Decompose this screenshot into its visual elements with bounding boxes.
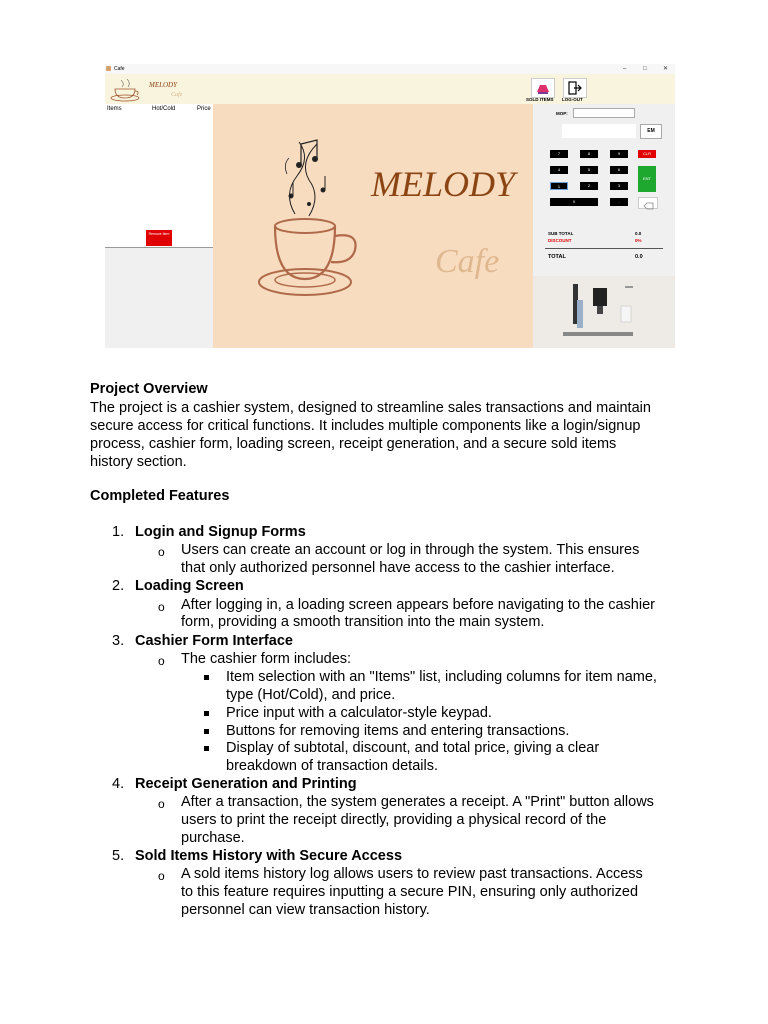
price-input[interactable] — [562, 124, 636, 138]
feature-4-line-1: After a transaction, the system generates a receipt. A "Print" button allows — [181, 794, 654, 810]
sub-marker: o — [158, 797, 165, 811]
feature-1-title: Login and Signup Forms — [135, 524, 306, 540]
total-value: 0.0 — [635, 254, 643, 260]
bullet-square — [204, 711, 209, 716]
window-titlebar — [105, 64, 675, 74]
feature-2-line-2: form, providing a smooth transition into the main system. — [181, 614, 545, 630]
bullet-square — [204, 675, 209, 680]
feature-3-bullet-1-line-2: type (Hot/Cold), and price. — [226, 687, 396, 703]
feature-4-number: 4. — [112, 776, 125, 792]
key-5[interactable]: 5 — [580, 166, 598, 174]
feature-3-bullet-1-line-1: Item selection with an "Items" list, including columns for item name, — [226, 669, 657, 685]
mop-label: MOP: — [556, 111, 568, 116]
feature-4-line-3: purchase. — [181, 830, 245, 846]
sub-marker: o — [158, 654, 165, 668]
clear-button[interactable]: CLR — [638, 150, 656, 158]
sub-marker: o — [158, 545, 165, 559]
cafe-logo-large — [213, 104, 533, 348]
key-3[interactable]: 3 — [610, 182, 628, 190]
features-heading: Completed Features — [90, 488, 230, 504]
subtotal-value: 0.0 — [635, 231, 642, 236]
overview-line-1: The project is a cashier system, designed to streamline sales transactions and maintain — [90, 400, 651, 416]
window-title: Cafe — [114, 66, 125, 72]
payment-panel — [533, 104, 675, 276]
bullet-square — [204, 746, 209, 751]
feature-3-bullet-4-line-1: Display of subtotal, discount, and total price, giving a clear — [226, 740, 600, 756]
key-4[interactable]: 4 — [550, 166, 568, 174]
minimize-button[interactable]: – — [623, 66, 627, 72]
coffee-machine-image — [533, 276, 675, 348]
sub-marker: o — [158, 869, 165, 883]
feature-3-line-1: The cashier form includes: — [181, 651, 352, 667]
key-2[interactable]: 2 — [580, 182, 598, 190]
overview-heading: Project Overview — [90, 381, 208, 397]
maximize-button[interactable]: □ — [643, 66, 647, 72]
discount-value: 0% — [635, 238, 642, 243]
sold-items-icon — [532, 79, 554, 97]
overview-line-2: secure access for critical functions. It includes multiple components like a login/signup — [90, 418, 641, 434]
key-0[interactable]: 0 — [550, 198, 598, 206]
key-1[interactable]: 1 — [550, 182, 568, 190]
sold-items-button[interactable] — [531, 78, 555, 98]
logo-title-large: MELODY — [371, 164, 516, 204]
feature-5-line-2: to this feature requires inputting a secure PIN, ensuring only authorized — [181, 884, 639, 900]
col-hot-cold: Hot/Cold — [152, 106, 176, 112]
feature-1-number: 1. — [112, 524, 125, 540]
items-panel — [105, 104, 213, 348]
backspace-icon — [639, 201, 657, 211]
feature-5-line-3: personnel can view transaction history. — [181, 902, 430, 918]
remove-item-button[interactable]: Remove Item — [146, 230, 172, 246]
feature-4-title: Receipt Generation and Printing — [135, 776, 357, 792]
key-9[interactable]: 9 — [610, 150, 628, 158]
key-dot[interactable]: . — [610, 198, 628, 206]
logo-title-small: MELODY — [149, 81, 178, 89]
feature-3-number: 3. — [112, 633, 125, 649]
overview-line-3: process, cashier form, loading screen, receipt generation, and a secure sold items — [90, 436, 617, 452]
overview-line-4: history section. — [90, 454, 187, 470]
feature-3-title: Cashier Form Interface — [135, 633, 293, 649]
key-8[interactable]: 8 — [580, 150, 598, 158]
backspace-button[interactable] — [638, 197, 658, 209]
feature-2-line-1: After logging in, a loading screen appears before navigating to the cashier — [181, 597, 655, 613]
feature-5-line-1: A sold items history log allows users to review past transactions. Access — [181, 866, 643, 882]
total-label: TOTAL — [548, 254, 566, 260]
cafe-logo — [107, 76, 197, 104]
close-button[interactable]: ✕ — [663, 66, 669, 72]
feature-3-bullet-3: Buttons for removing items and entering transactions. — [226, 723, 570, 739]
subtotal-label: SUB TOTAL — [548, 231, 574, 236]
em-button[interactable]: EM — [640, 124, 662, 139]
sold-items-label: SOLD ITEMS — [526, 97, 554, 102]
discount-label: DISCOUNT — [548, 238, 572, 243]
totals-divider — [545, 248, 663, 249]
feature-2-title: Loading Screen — [135, 578, 244, 594]
feature-5-title: Sold Items History with Secure Access — [135, 848, 403, 864]
items-list[interactable] — [105, 104, 213, 248]
feature-2-number: 2. — [112, 578, 125, 594]
feature-3-bullet-2: Price input with a calculator-style keypad. — [226, 705, 492, 721]
splash-logo-area — [213, 104, 533, 348]
sub-marker: o — [158, 600, 165, 614]
coffee-machine-illustration — [533, 276, 675, 348]
feature-1-line-2: that only authorized personnel have access to the cashier interface. — [181, 560, 615, 576]
app-icon — [106, 66, 111, 71]
feature-5-number: 5. — [112, 848, 125, 864]
logo-subtitle-small: Cafe — [171, 92, 183, 98]
mop-select[interactable] — [573, 108, 635, 118]
enter-button[interactable]: ENT — [638, 166, 656, 192]
feature-1-line-1: Users can create an account or log in through the system. This ensures — [181, 542, 640, 558]
logout-icon — [564, 79, 586, 97]
col-items: Items — [107, 106, 122, 112]
col-price: Price — [197, 106, 211, 112]
app-header — [105, 74, 675, 104]
feature-3-bullet-4-line-2: breakdown of transaction details. — [226, 758, 438, 774]
logo-subtitle-large: Cafe — [435, 243, 500, 280]
logout-button[interactable] — [563, 78, 587, 98]
bullet-square — [204, 729, 209, 734]
feature-4-line-2: users to print the receipt directly, providing a physical record of the — [181, 812, 607, 828]
logout-label: LOG-OUT — [562, 97, 583, 102]
cashier-app-screenshot — [105, 64, 675, 348]
key-6[interactable]: 6 — [610, 166, 628, 174]
key-7[interactable]: 7 — [550, 150, 568, 158]
